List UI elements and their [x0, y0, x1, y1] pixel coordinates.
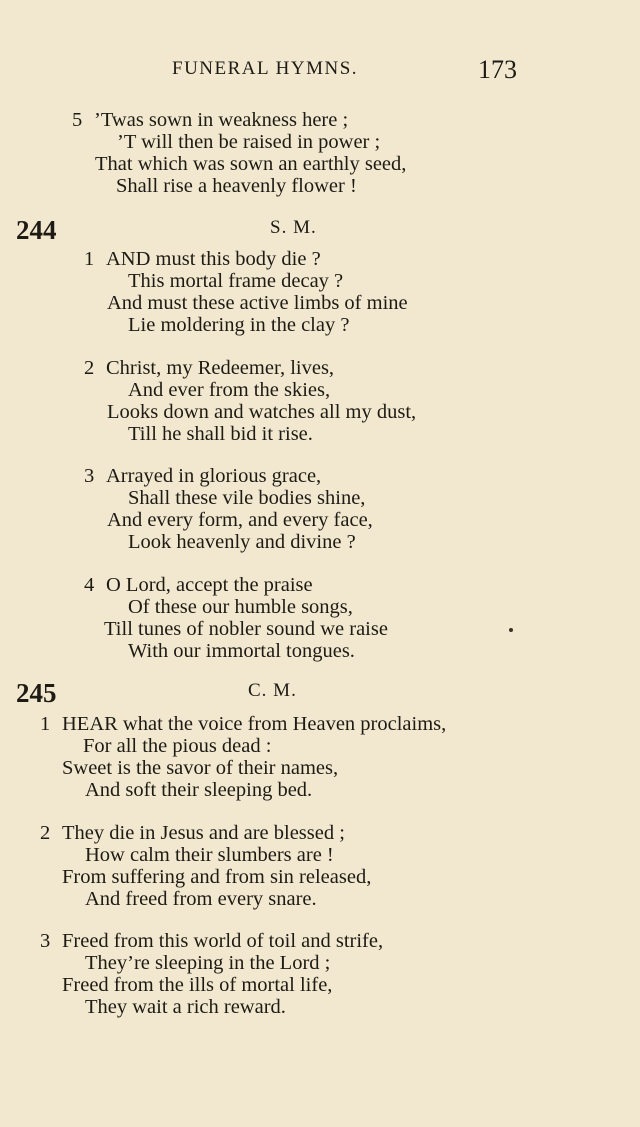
verse-line: Till tunes of nobler sound we raise	[104, 618, 388, 640]
verse-line: They wait a rich reward.	[85, 996, 286, 1018]
verse-number: 5	[72, 109, 83, 131]
verse-line: Look heavenly and divine ?	[128, 531, 356, 553]
verse-line: And must these active limbs of mine	[107, 292, 408, 314]
verse-line: Lie moldering in the clay ?	[128, 314, 350, 336]
verse-number: 2	[84, 357, 95, 379]
verse-line: For all the pious dead :	[83, 735, 272, 757]
verse-line: Sweet is the savor of their names,	[62, 757, 339, 779]
verse-line: O Lord, accept the praise	[106, 574, 313, 596]
verse-line: Looks down and watches all my dust,	[107, 401, 417, 423]
hymn-number: 245	[16, 678, 57, 708]
verse-number: 3	[40, 930, 51, 952]
hymn-meter: C. M.	[248, 680, 297, 701]
verse-line: And every form, and every face,	[107, 509, 373, 531]
verse-line: AND must this body die ?	[106, 248, 321, 270]
verse-line: They’re sleeping in the Lord ;	[85, 952, 331, 974]
hymn-meter: S. M.	[270, 217, 317, 238]
verse-line: Arrayed in glorious grace,	[106, 465, 322, 487]
verse-line: Till he shall bid it rise.	[128, 423, 313, 445]
verse-line: How calm their slumbers are !	[85, 844, 334, 866]
verse-line: From suffering and from sin released,	[62, 866, 372, 888]
verse-line: Shall rise a heavenly flower !	[116, 175, 357, 197]
verse-number: 2	[40, 822, 51, 844]
verse-number: 3	[84, 465, 95, 487]
verse-line: Freed from the ills of mortal life,	[62, 974, 333, 996]
verse-line: ’T will then be raised in power ;	[117, 131, 381, 153]
verse-number: 1	[40, 713, 51, 735]
page-number: 173	[478, 55, 517, 84]
verse-line: And soft their sleeping bed.	[85, 779, 313, 801]
verse-line: Freed from this world of toil and strife,	[62, 930, 384, 952]
verse-line: With our immortal tongues.	[128, 640, 355, 662]
verse-line: This mortal frame decay ?	[128, 270, 344, 292]
verse-line: That which was sown an earthly seed,	[95, 153, 407, 175]
verse-line: And freed from every snare.	[85, 888, 317, 910]
verse-line: And ever from the skies,	[128, 379, 331, 401]
verse-line: ’Twas sown in weakness here ;	[94, 109, 349, 131]
verse-line: They die in Jesus and are blessed ;	[62, 822, 345, 844]
verse-number: 1	[84, 248, 95, 270]
verse-line: HEAR what the voice from Heaven proclaims,	[62, 713, 447, 735]
verse-line: Christ, my Redeemer, lives,	[106, 357, 335, 379]
ink-speck	[509, 628, 513, 632]
hymn-number: 244	[16, 215, 57, 245]
verse-line: Of these our humble songs,	[128, 596, 353, 618]
verse-line: Shall these vile bodies shine,	[128, 487, 366, 509]
verse-number: 4	[84, 574, 95, 596]
running-header-title: FUNERAL HYMNS.	[172, 58, 359, 79]
